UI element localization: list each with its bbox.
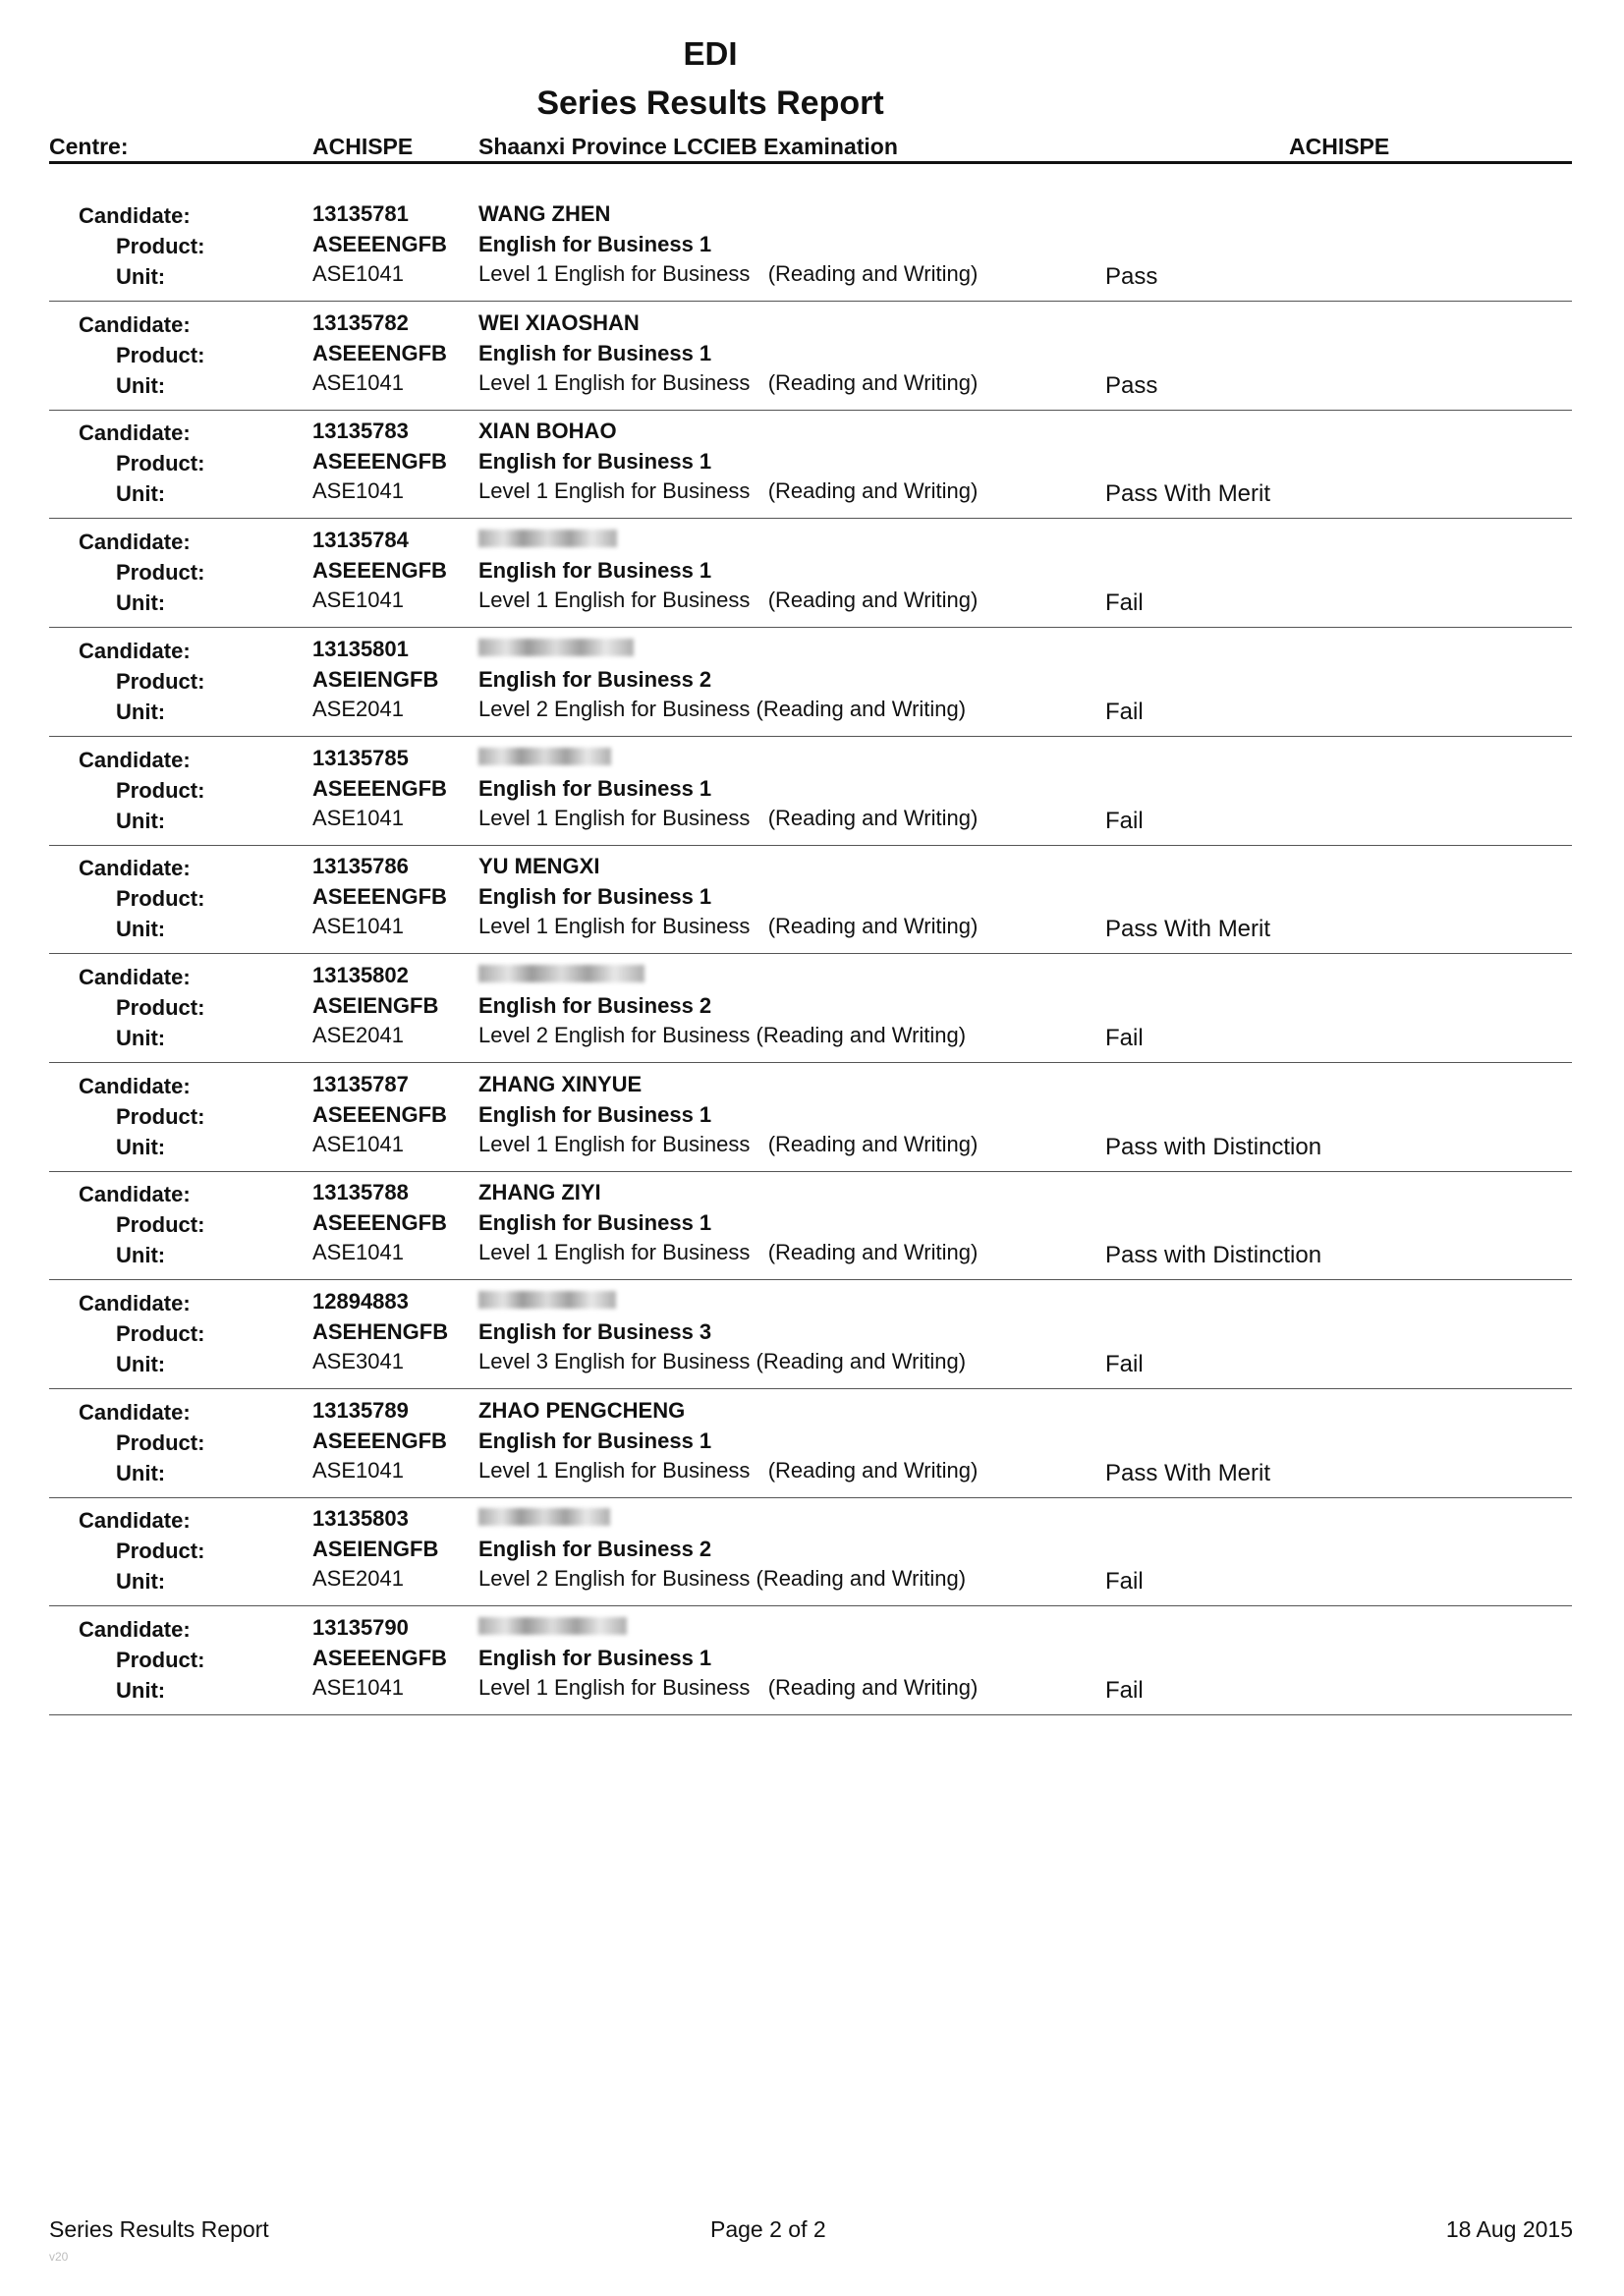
product-label: Product: — [116, 1104, 205, 1129]
candidate-name: YU MENGXI — [478, 854, 600, 878]
redacted-candidate-name — [478, 959, 644, 988]
product-code: ASEEENGFB — [312, 1646, 447, 1670]
unit-name: Level 1 English for Business (Reading and Writing) — [478, 261, 979, 286]
candidate-name: WEI XIAOSHAN — [478, 310, 640, 335]
candidate-label: Candidate: — [79, 639, 191, 663]
unit-code: ASE1041 — [312, 1458, 404, 1483]
unit-code: ASE1041 — [312, 1675, 404, 1700]
product-label: Product: — [116, 995, 205, 1020]
unit-label: Unit: — [116, 1026, 166, 1050]
result-record — [0, 419, 1624, 528]
product-label: Product: — [116, 1430, 205, 1455]
unit-label: Unit: — [116, 917, 166, 941]
candidate-number: 13135788 — [312, 1180, 409, 1204]
unit-result: Fail — [1105, 699, 1144, 725]
candidate-number: 12894883 — [312, 1289, 409, 1314]
product-code: ASEEENGFB — [312, 1210, 447, 1235]
redacted-candidate-name — [478, 633, 634, 662]
product-label: Product: — [116, 778, 205, 803]
product-code: ASEIENGFB — [312, 1537, 439, 1561]
unit-result: Pass With Merit — [1105, 1460, 1271, 1486]
unit-name: Level 1 English for Business (Reading and Writing) — [478, 1240, 979, 1264]
product-label: Product: — [116, 1212, 205, 1237]
candidate-number: 13135785 — [312, 746, 409, 770]
record-separator — [49, 1279, 1572, 1280]
product-code: ASEEENGFB — [312, 232, 447, 256]
product-code: ASEIENGFB — [312, 667, 439, 692]
candidate-name: ZHANG XINYUE — [478, 1072, 643, 1096]
product-name: English for Business 1 — [478, 1210, 712, 1235]
unit-code: ASE1041 — [312, 1240, 404, 1264]
unit-code: ASE2041 — [312, 697, 404, 721]
unit-name: Level 1 English for Business (Reading and Writing) — [478, 1675, 979, 1700]
unit-name: Level 3 English for Business (Reading and Writing) — [478, 1349, 967, 1373]
candidate-name: ZHANG ZIYI — [478, 1180, 601, 1204]
product-label: Product: — [116, 234, 205, 258]
product-name: English for Business 1 — [478, 232, 712, 256]
footer-report-name: Series Results Report — [49, 2216, 269, 2242]
unit-name: Level 1 English for Business (Reading and Writing) — [478, 914, 979, 938]
unit-result: Fail — [1105, 1568, 1144, 1595]
result-record — [0, 1180, 1624, 1289]
product-code: ASEEENGFB — [312, 776, 447, 801]
candidate-label: Candidate: — [79, 1182, 191, 1206]
unit-label: Unit: — [116, 373, 166, 398]
candidate-label: Candidate: — [79, 203, 191, 228]
redaction-blur — [478, 1617, 627, 1635]
record-separator — [49, 301, 1572, 302]
candidate-number: 13135786 — [312, 854, 409, 878]
unit-code: ASE3041 — [312, 1349, 404, 1373]
product-label: Product: — [116, 1321, 205, 1346]
unit-code: ASE2041 — [312, 1023, 404, 1047]
product-label: Product: — [116, 669, 205, 694]
product-label: Product: — [116, 1648, 205, 1672]
redaction-blur — [478, 965, 644, 982]
result-record — [0, 746, 1624, 855]
report-title: Series Results Report — [536, 84, 884, 122]
result-record — [0, 963, 1624, 1072]
candidate-label: Candidate: — [79, 1291, 191, 1316]
redaction-blur — [478, 530, 617, 547]
record-separator — [49, 1497, 1572, 1498]
unit-label: Unit: — [116, 1678, 166, 1703]
record-separator — [49, 1714, 1572, 1715]
unit-name: Level 1 English for Business (Reading and Writing) — [478, 478, 979, 503]
footer-date: 18 Aug 2015 — [1445, 2216, 1573, 2242]
record-separator — [49, 1062, 1572, 1063]
result-record — [0, 1506, 1624, 1615]
centre-name: Shaanxi Province LCCIEB Examination — [478, 134, 898, 159]
unit-label: Unit: — [116, 481, 166, 506]
candidate-label: Candidate: — [79, 748, 191, 772]
product-name: English for Business 1 — [478, 776, 712, 801]
unit-name: Level 1 English for Business (Reading and Writing) — [478, 370, 979, 395]
unit-result: Pass with Distinction — [1105, 1134, 1322, 1160]
candidate-number: 13135801 — [312, 637, 409, 661]
redacted-candidate-name — [478, 1611, 627, 1641]
unit-label: Unit: — [116, 1569, 166, 1594]
product-name: English for Business 3 — [478, 1319, 712, 1344]
unit-code: ASE1041 — [312, 588, 404, 612]
redacted-candidate-name — [478, 1502, 610, 1532]
product-name: English for Business 1 — [478, 449, 712, 474]
product-name: English for Business 1 — [478, 558, 712, 583]
centre-code-right: ACHISPE — [1289, 134, 1390, 159]
product-label: Product: — [116, 560, 205, 585]
unit-result: Pass With Merit — [1105, 916, 1271, 942]
record-separator — [49, 1171, 1572, 1172]
product-name: English for Business 1 — [478, 341, 712, 365]
unit-name: Level 2 English for Business (Reading and Writing) — [478, 1566, 967, 1591]
product-name: English for Business 1 — [478, 1646, 712, 1670]
unit-name: Level 1 English for Business (Reading and Writing) — [478, 806, 979, 830]
candidate-number: 13135784 — [312, 528, 409, 552]
candidate-label: Candidate: — [79, 856, 191, 880]
centre-code: ACHISPE — [312, 134, 414, 159]
product-code: ASEEENGFB — [312, 449, 447, 474]
result-record — [0, 1615, 1624, 1724]
unit-name: Level 1 English for Business (Reading and Writing) — [478, 1458, 979, 1483]
candidate-number: 13135783 — [312, 419, 409, 443]
unit-code: ASE1041 — [312, 1132, 404, 1156]
product-name: English for Business 2 — [478, 993, 712, 1018]
unit-result: Pass With Merit — [1105, 480, 1271, 507]
candidate-number: 13135781 — [312, 201, 409, 226]
redaction-blur — [478, 639, 634, 656]
candidate-label: Candidate: — [79, 1074, 191, 1098]
footer-page-number: Page 2 of 2 — [710, 2216, 826, 2242]
candidate-label: Candidate: — [79, 530, 191, 554]
unit-code: ASE1041 — [312, 478, 404, 503]
centre-label: Centre: — [49, 134, 129, 159]
unit-label: Unit: — [116, 264, 166, 289]
unit-result: Fail — [1105, 1351, 1144, 1377]
candidate-name: XIAN BOHAO — [478, 419, 617, 443]
candidate-label: Candidate: — [79, 1400, 191, 1425]
record-separator — [49, 410, 1572, 411]
unit-code: ASE1041 — [312, 914, 404, 938]
candidate-number: 13135787 — [312, 1072, 409, 1096]
record-separator — [49, 627, 1572, 628]
candidate-number: 13135789 — [312, 1398, 409, 1423]
unit-name: Level 1 English for Business (Reading and Writing) — [478, 1132, 979, 1156]
product-label: Product: — [116, 886, 205, 911]
unit-result: Pass — [1105, 372, 1158, 399]
product-code: ASEEENGFB — [312, 1428, 447, 1453]
redacted-candidate-name — [478, 742, 611, 771]
candidate-number: 13135803 — [312, 1506, 409, 1531]
unit-result: Pass with Distinction — [1105, 1242, 1322, 1268]
unit-name: Level 2 English for Business (Reading and Writing) — [478, 697, 967, 721]
unit-result: Fail — [1105, 808, 1144, 834]
result-record — [0, 528, 1624, 637]
redacted-candidate-name — [478, 524, 617, 553]
record-separator — [49, 1605, 1572, 1606]
unit-code: ASE1041 — [312, 370, 404, 395]
unit-code: ASE2041 — [312, 1566, 404, 1591]
record-separator — [49, 953, 1572, 954]
candidate-label: Candidate: — [79, 1508, 191, 1533]
product-label: Product: — [116, 1539, 205, 1563]
result-record — [0, 1398, 1624, 1507]
product-name: English for Business 1 — [478, 1102, 712, 1127]
product-code: ASEEENGFB — [312, 341, 447, 365]
unit-label: Unit: — [116, 1461, 166, 1485]
footer-version: v20 — [49, 2250, 69, 2264]
redacted-candidate-name — [478, 1285, 616, 1315]
unit-label: Unit: — [116, 590, 166, 615]
unit-result: Pass — [1105, 263, 1158, 290]
record-separator — [49, 1388, 1572, 1389]
redaction-blur — [478, 1291, 616, 1309]
result-record — [0, 854, 1624, 963]
product-name: English for Business 2 — [478, 667, 712, 692]
unit-name: Level 2 English for Business (Reading and Writing) — [478, 1023, 967, 1047]
result-record — [0, 637, 1624, 746]
unit-label: Unit: — [116, 1135, 166, 1159]
product-name: English for Business 1 — [478, 1428, 712, 1453]
result-record — [0, 1289, 1624, 1398]
candidate-label: Candidate: — [79, 420, 191, 445]
unit-code: ASE1041 — [312, 261, 404, 286]
product-code: ASEEENGFB — [312, 558, 447, 583]
product-code: ASEEENGFB — [312, 1102, 447, 1127]
result-record — [0, 310, 1624, 420]
candidate-label: Candidate: — [79, 965, 191, 989]
product-label: Product: — [116, 451, 205, 476]
candidate-label: Candidate: — [79, 1617, 191, 1642]
candidate-number: 13135790 — [312, 1615, 409, 1640]
unit-name: Level 1 English for Business (Reading and Writing) — [478, 588, 979, 612]
redaction-blur — [478, 1508, 610, 1526]
unit-result: Fail — [1105, 1025, 1144, 1051]
candidate-number: 13135802 — [312, 963, 409, 987]
report-org: EDI — [683, 35, 738, 72]
record-separator — [49, 518, 1572, 519]
record-separator — [49, 736, 1572, 737]
result-record — [0, 1072, 1624, 1181]
unit-code: ASE1041 — [312, 806, 404, 830]
product-name: English for Business 2 — [478, 1537, 712, 1561]
candidate-number: 13135782 — [312, 310, 409, 335]
candidate-label: Candidate: — [79, 312, 191, 337]
result-record — [0, 201, 1624, 310]
unit-label: Unit: — [116, 809, 166, 833]
product-label: Product: — [116, 343, 205, 367]
record-separator — [49, 845, 1572, 846]
unit-label: Unit: — [116, 1243, 166, 1267]
redaction-blur — [478, 748, 611, 765]
product-code: ASEIENGFB — [312, 993, 439, 1018]
product-code: ASEHENGFB — [312, 1319, 449, 1344]
unit-result: Fail — [1105, 1677, 1144, 1704]
unit-result: Fail — [1105, 589, 1144, 616]
unit-label: Unit: — [116, 1352, 166, 1376]
candidate-name: ZHAO PENGCHENG — [478, 1398, 686, 1423]
candidate-name: WANG ZHEN — [478, 201, 611, 226]
product-name: English for Business 1 — [478, 884, 712, 909]
product-code: ASEEENGFB — [312, 884, 447, 909]
unit-label: Unit: — [116, 700, 166, 724]
